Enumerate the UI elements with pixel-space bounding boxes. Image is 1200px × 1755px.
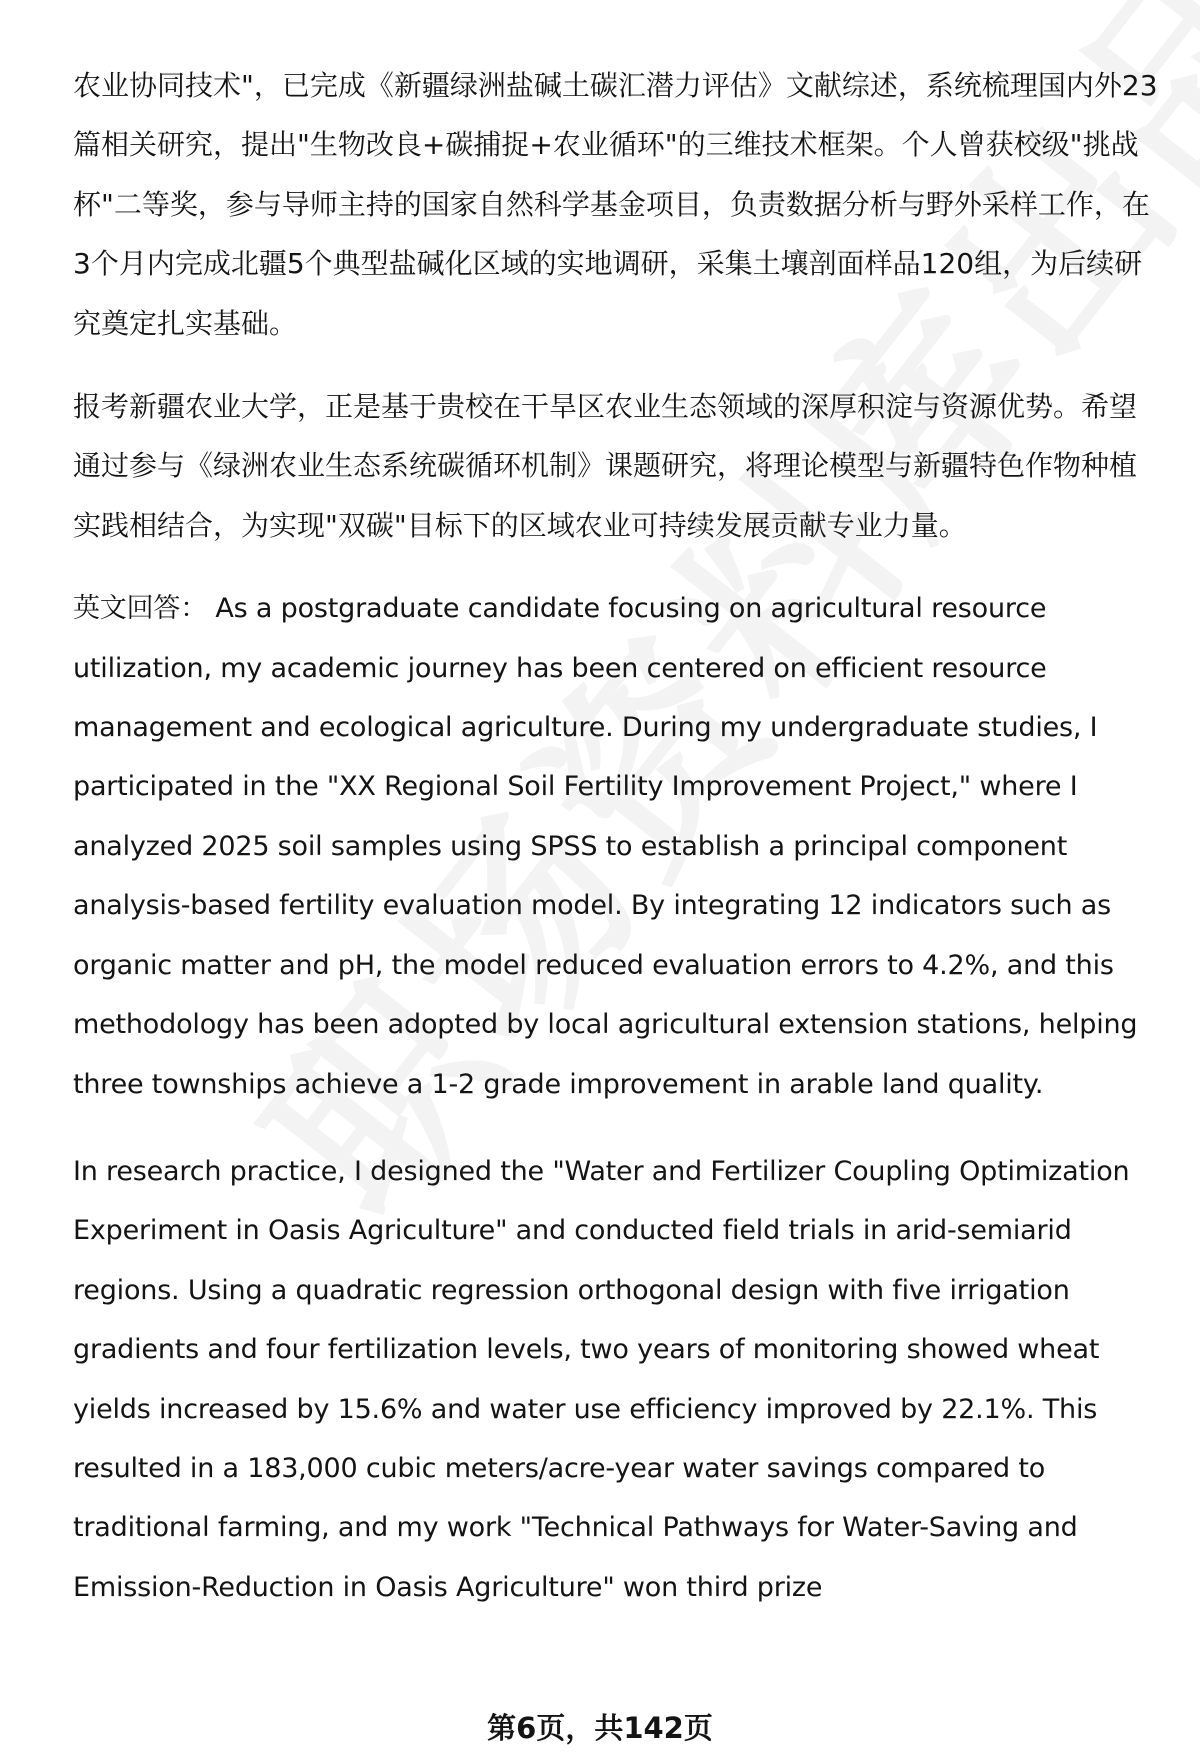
page-number-footer: 第6页，共142页 <box>487 1711 713 1745</box>
paragraph-en-research-practice: In research practice, I designed the "Water and Fertilizer Coupling Optimization Experiment in Oasis Agriculture" and conducted field trials in arid-semiarid regions. Using a quadratic regression orthogonal design with five irrigation gradients and four fertilization levels, two years of monitoring showed wheat yields increased by 15.6% and water use efficiency improved by 22.1%. This resulted in a 183,000 cubic meters/acre-year water savings compared to traditional farming, and my work "Technical Pathways for Water-Saving and Emission-Reduction in Oasis Agriculture" won third prize <box>73 1155 1130 1603</box>
paragraph-cn-motivation: 报考新疆农业大学，正是基于贵校在干旱区农业生态领域的深厚积淀与资源优势。希望通过参与《绿洲农业生态系统碳循环机制》课题研究，将理论模型与新疆特色作物种植实践相结合，为实现"双碳"目标下的区域农业可持续发展贡献专业力量。 <box>73 390 1138 542</box>
paragraph-en-answer-intro: 英文回答： As a postgraduate candidate focusing on agricultural resource utilization, my academic journey has been centered on efficient resource management and ecological agriculture. During my undergraduate studies, I participated in the "XX Regional Soil Fertility Improvement Project," where I analyzed 2025 soil samples using SPSS to establish a principal component analysis-based fertility evaluation model. By integrating 12 indicators such as organic matter and pH, the model reduced evaluation errors to 4.2%, and this methodology has been adopted by local agricultural extension stations, helping three townships achieve a 1-2 grade improvement in arable land quality. <box>73 593 1138 1100</box>
paragraph-cn-background: 农业协同技术"，已完成《新疆绿洲盐碱土碳汇潜力评估》文献综述，系统梳理国内外23篇相关研究，提出"生物改良+碳捕捉+农业循环"的三维技术框架。个人曾获校级"挑战杯"二等奖，参与导师主持的国家自然科学基金项目，负责数据分析与野外采样工作，在3个月内完成北疆5个典型盐碱化区域的实地调研，采集土壤剖面样品120组，为后续研究奠定扎实基础。 <box>73 69 1158 340</box>
document-body <box>73 56 1163 1617</box>
